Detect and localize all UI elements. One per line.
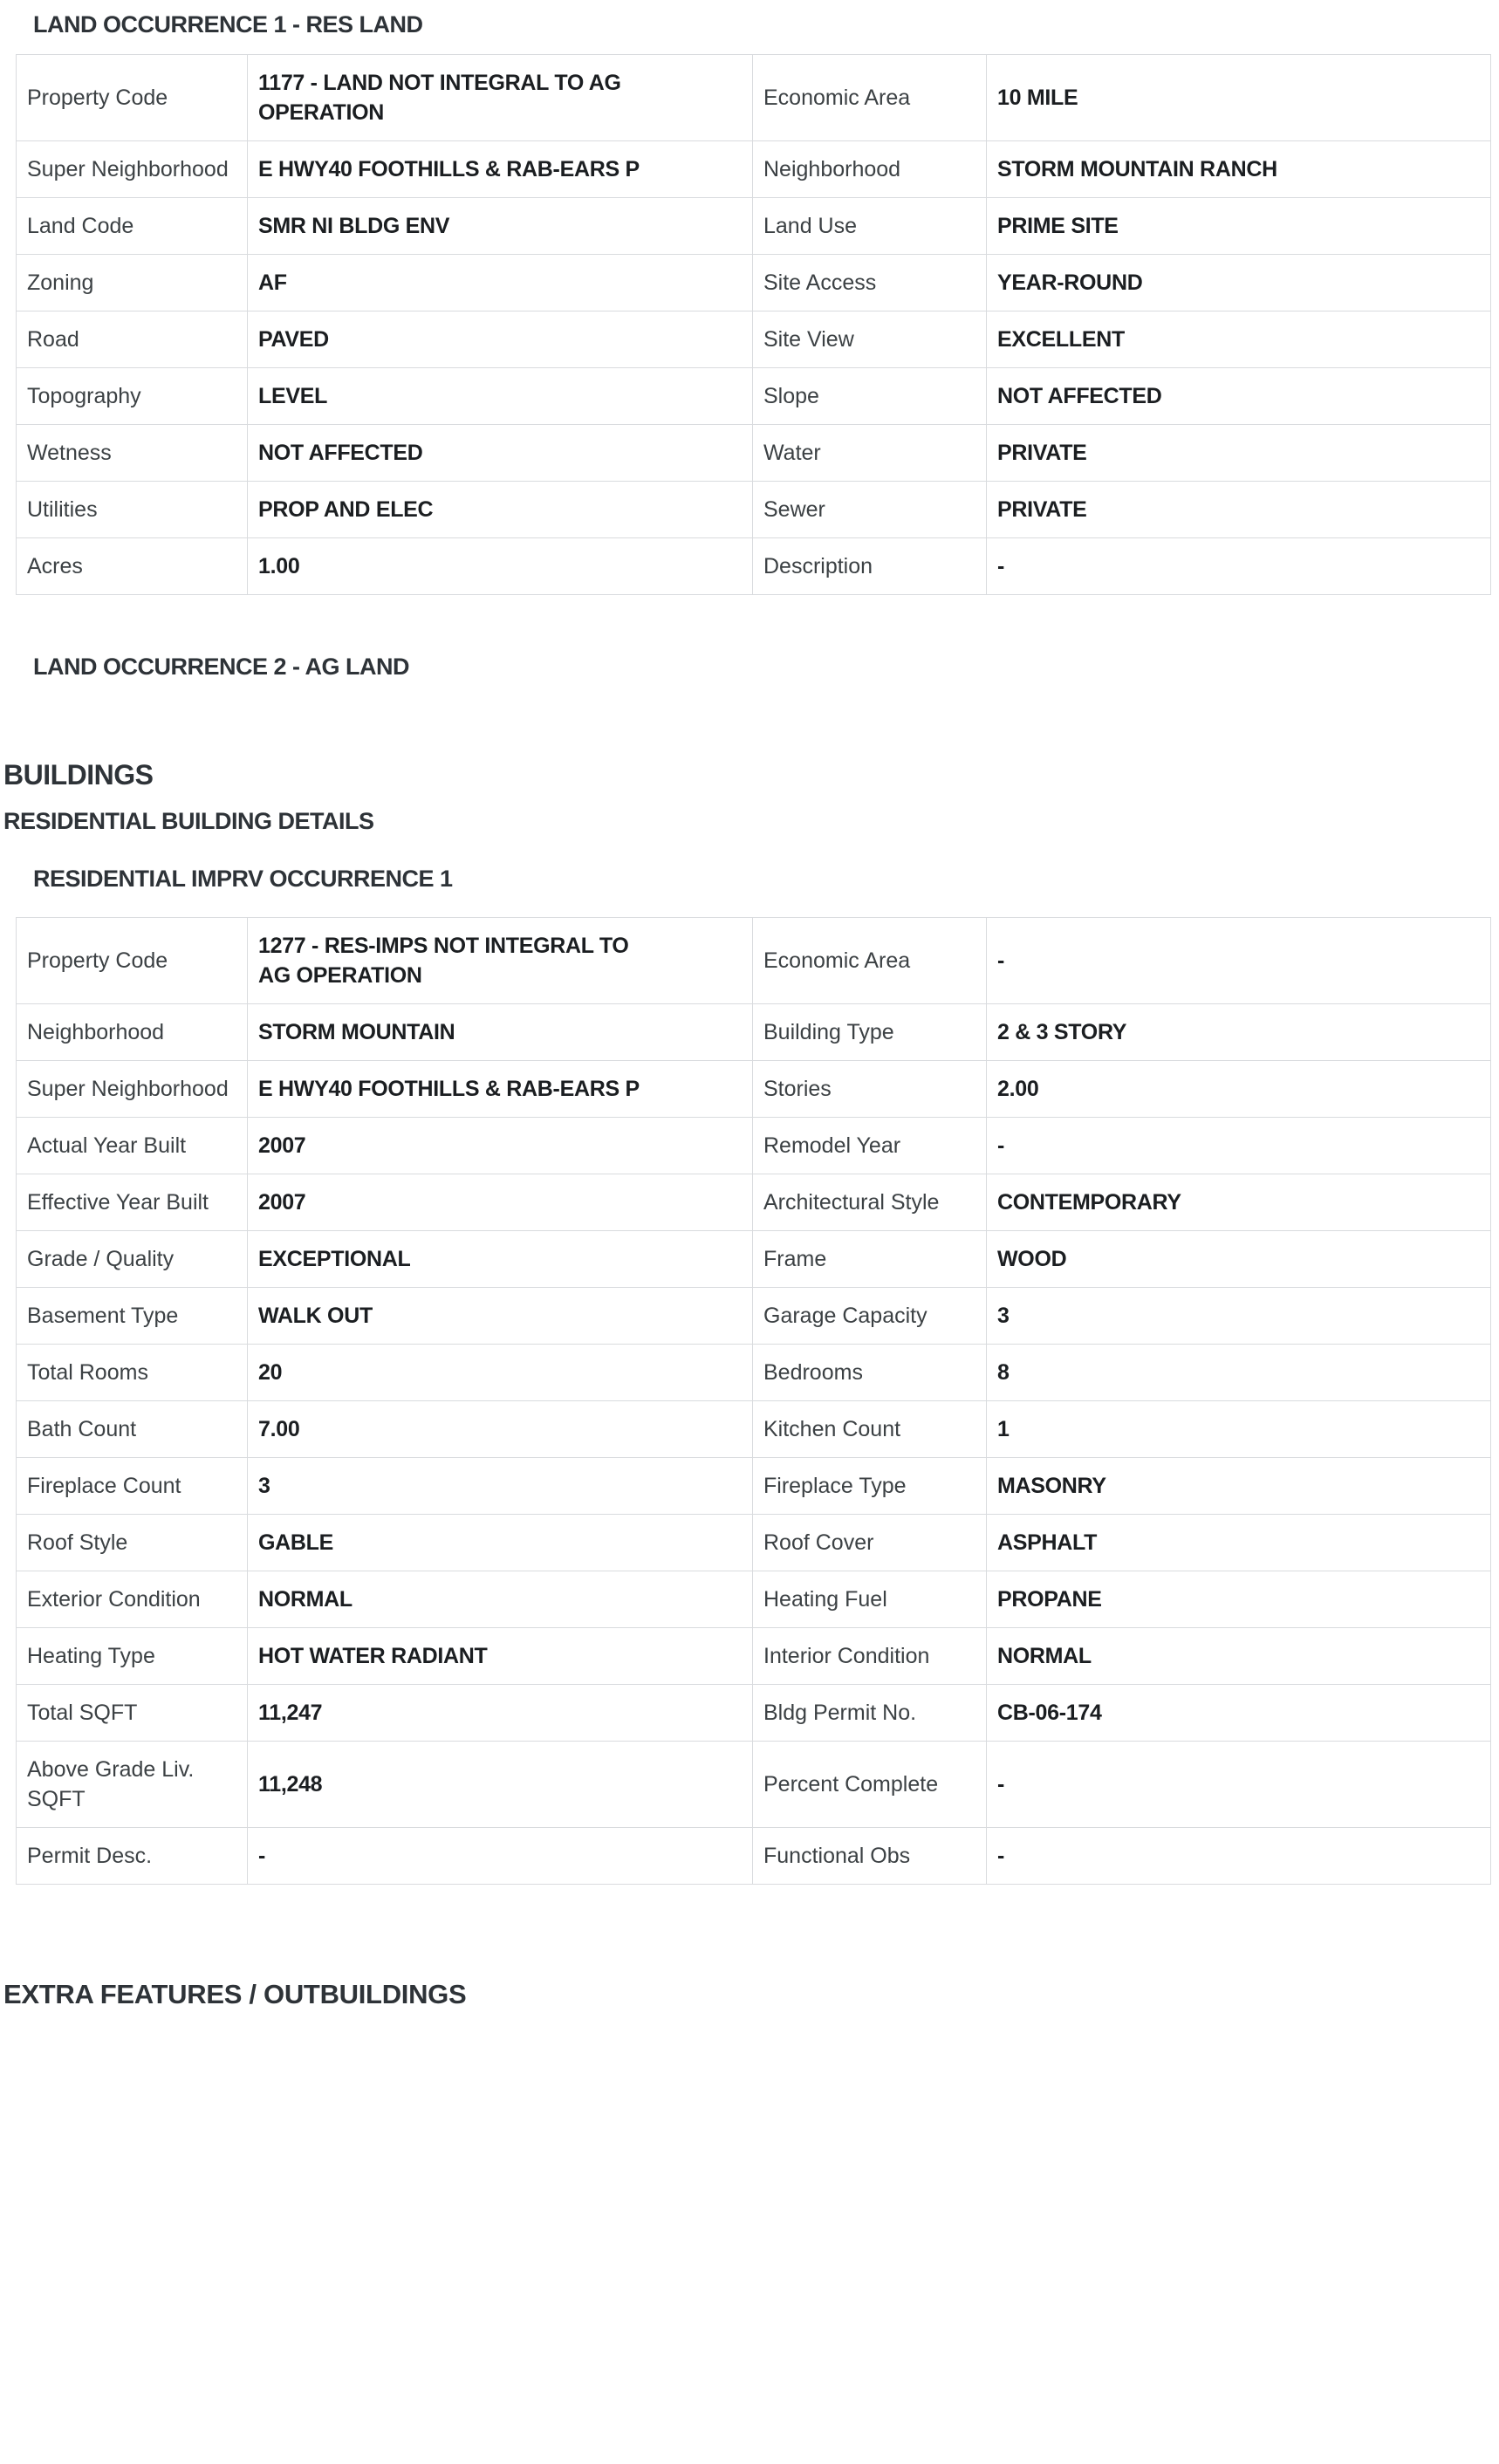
field-value: - [987,1118,1491,1174]
field-value: 1.00 [248,538,753,595]
table-row [17,1288,1491,1345]
field-label: Slope [753,368,987,425]
field-label: Water [753,425,987,482]
field-value: NOT AFFECTED [248,425,753,482]
table-row [17,55,1491,141]
field-label: Road [17,311,248,368]
field-value: GABLE [248,1515,753,1571]
field-label: Functional Obs [753,1828,987,1885]
field-value: MASONRY [987,1458,1491,1515]
field-value: NORMAL [248,1571,753,1628]
field-value: 2.00 [987,1061,1491,1118]
table-row [17,1685,1491,1742]
field-label: Neighborhood [17,1004,248,1061]
field-label: Fireplace Type [753,1458,987,1515]
table-row [17,1061,1491,1118]
field-label: Economic Area [753,918,987,1004]
field-label: Super Neighborhood [17,1061,248,1118]
section-heading-residential-imprv-occurrence-1: RESIDENTIAL IMPRV OCCURRENCE 1 [33,866,453,892]
field-value: STORM MOUNTAIN RANCH [987,141,1491,198]
field-label: Property Code [17,55,248,141]
field-label: Description [753,538,987,595]
field-label: Site View [753,311,987,368]
field-value: LEVEL [248,368,753,425]
field-value: CB-06-174 [987,1685,1491,1742]
table-row [17,1345,1491,1401]
field-label: Neighborhood [753,141,987,198]
field-label: Roof Cover [753,1515,987,1571]
table-row [17,1004,1491,1061]
field-label: Roof Style [17,1515,248,1571]
field-label: Exterior Condition [17,1571,248,1628]
field-value: 11,247 [248,1685,753,1742]
land-occurrence-1-table [16,54,1491,595]
field-value: 1277 - RES-IMPS NOT INTEGRAL TO AG OPERATION [248,918,753,1004]
table-row [17,482,1491,538]
field-value: STORM MOUNTAIN [248,1004,753,1061]
field-value: HOT WATER RADIANT [248,1628,753,1685]
field-label: Percent Complete [753,1742,987,1828]
field-label: Wetness [17,425,248,482]
field-value: 1177 - LAND NOT INTEGRAL TO AG OPERATION [248,55,753,141]
field-label: Actual Year Built [17,1118,248,1174]
field-value: PRIME SITE [987,198,1491,255]
field-value: NOT AFFECTED [987,368,1491,425]
field-label: Effective Year Built [17,1174,248,1231]
field-value: 3 [248,1458,753,1515]
field-value: - [987,1742,1491,1828]
section-heading-extra-features-outbuildings: EXTRA FEATURES / OUTBUILDINGS [3,1979,467,2009]
table-row [17,368,1491,425]
field-value: 2 & 3 STORY [987,1004,1491,1061]
table-row [17,198,1491,255]
table-row [17,1571,1491,1628]
field-label: Total SQFT [17,1685,248,1742]
table-row [17,1458,1491,1515]
field-label: Building Type [753,1004,987,1061]
table-row [17,1174,1491,1231]
table-row [17,918,1491,1004]
field-label: Zoning [17,255,248,311]
field-label: Acres [17,538,248,595]
field-value: 20 [248,1345,753,1401]
field-value: PRIVATE [987,425,1491,482]
field-label: Land Use [753,198,987,255]
field-value: WOOD [987,1231,1491,1288]
field-label: Grade / Quality [17,1231,248,1288]
field-value: PROPANE [987,1571,1491,1628]
field-value: E HWY40 FOOTHILLS & RAB-EARS P [248,141,753,198]
field-label: Basement Type [17,1288,248,1345]
table-row [17,311,1491,368]
field-value: 1 [987,1401,1491,1458]
field-label: Frame [753,1231,987,1288]
field-value: WALK OUT [248,1288,753,1345]
field-label: Heating Type [17,1628,248,1685]
field-label: Total Rooms [17,1345,248,1401]
field-label: Land Code [17,198,248,255]
table-row [17,1828,1491,1885]
section-heading-land-occurrence-1: LAND OCCURRENCE 1 - RES LAND [33,11,423,38]
field-value: YEAR-ROUND [987,255,1491,311]
field-label: Property Code [17,918,248,1004]
table-row [17,1401,1491,1458]
field-label: Topography [17,368,248,425]
field-value: - [248,1828,753,1885]
field-label: Site Access [753,255,987,311]
field-value: 2007 [248,1118,753,1174]
field-value: 2007 [248,1174,753,1231]
field-label: Sewer [753,482,987,538]
field-value: 10 MILE [987,55,1491,141]
table-row [17,538,1491,595]
field-value: AF [248,255,753,311]
field-value: 7.00 [248,1401,753,1458]
field-value: - [987,918,1491,1004]
field-label: Architectural Style [753,1174,987,1231]
bottom-whitespace [0,2010,1499,2464]
table-row [17,1231,1491,1288]
field-label: Remodel Year [753,1118,987,1174]
field-label: Bldg Permit No. [753,1685,987,1742]
field-value: PAVED [248,311,753,368]
field-label: Heating Fuel [753,1571,987,1628]
section-heading-residential-building-details: RESIDENTIAL BUILDING DETAILS [3,808,374,834]
field-value: PRIVATE [987,482,1491,538]
table-row [17,255,1491,311]
field-label: Bedrooms [753,1345,987,1401]
field-value: - [987,538,1491,595]
field-label: Stories [753,1061,987,1118]
field-value: SMR NI BLDG ENV [248,198,753,255]
field-label: Above Grade Liv. SQFT [17,1742,248,1828]
field-value: EXCEPTIONAL [248,1231,753,1288]
field-label: Interior Condition [753,1628,987,1685]
field-value: ASPHALT [987,1515,1491,1571]
field-label: Economic Area [753,55,987,141]
field-label: Kitchen Count [753,1401,987,1458]
residential-imprv-occurrence-1-table [16,917,1491,1885]
table-row [17,1118,1491,1174]
field-value: - [987,1828,1491,1885]
table-row [17,1515,1491,1571]
field-value: PROP AND ELEC [248,482,753,538]
field-label: Utilities [17,482,248,538]
table-row [17,141,1491,198]
table-row [17,1628,1491,1685]
field-value: NORMAL [987,1628,1491,1685]
field-value: E HWY40 FOOTHILLS & RAB-EARS P [248,1061,753,1118]
field-label: Bath Count [17,1401,248,1458]
table-row [17,1742,1491,1828]
field-value: 11,248 [248,1742,753,1828]
field-value: CONTEMPORARY [987,1174,1491,1231]
section-heading-buildings: BUILDINGS [3,759,154,791]
table-row [17,425,1491,482]
field-label: Garage Capacity [753,1288,987,1345]
field-label: Super Neighborhood [17,141,248,198]
field-value: EXCELLENT [987,311,1491,368]
field-label: Fireplace Count [17,1458,248,1515]
field-value: 3 [987,1288,1491,1345]
section-heading-land-occurrence-2: LAND OCCURRENCE 2 - AG LAND [33,654,409,680]
field-value: 8 [987,1345,1491,1401]
field-label: Permit Desc. [17,1828,248,1885]
